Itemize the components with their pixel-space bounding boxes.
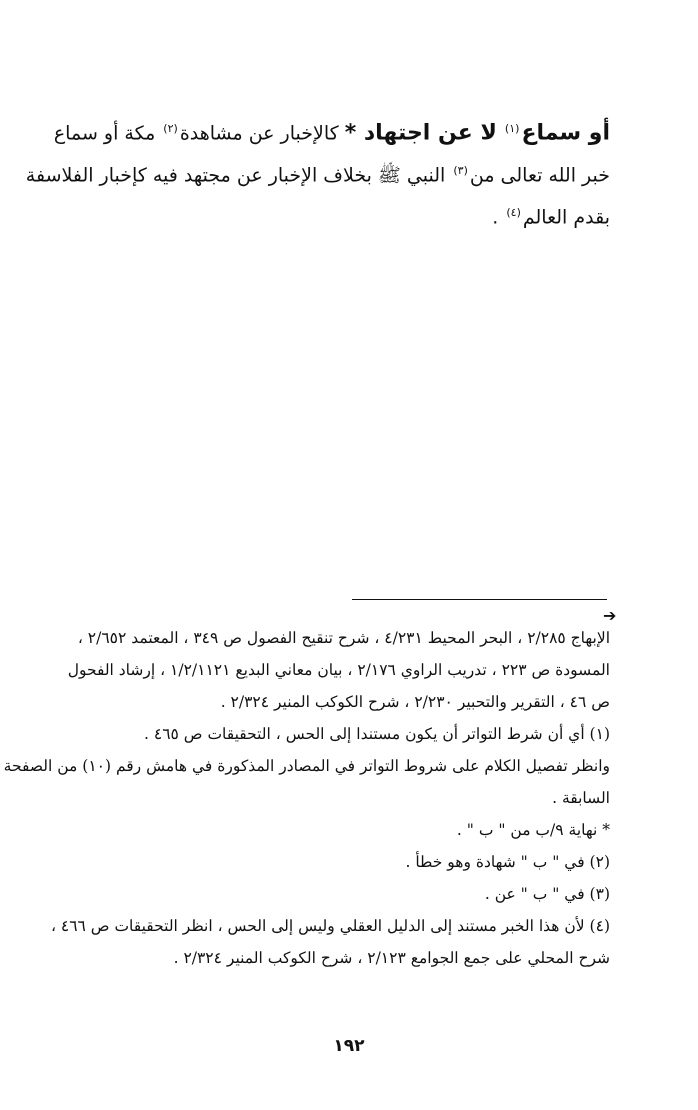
footnote-line: * نهاية ٩/ب من " ب " . — [456, 821, 610, 839]
footnotes — [3, 622, 610, 974]
continuation-arrow-icon: ➔ — [603, 606, 617, 625]
main-line-2 — [25, 150, 610, 192]
footnote-line: وانظر تفصيل الكلام على شروط التواتر في المصادر المذكورة في هامش رقم (١٠) من الصفحة — [3, 757, 610, 775]
bold-phrase-or-hearing: أو سماع — [521, 120, 610, 146]
main-text-segment: النبي ﷺ بخلاف الإخبار عن مجتهد فيه كإخبار الفلاسفة — [25, 164, 446, 187]
footnote-line: (٣) في " ب " عن . — [484, 885, 610, 903]
page-number: ١٩٢ — [333, 1036, 365, 1056]
main-text-segment: بقدم العالم — [522, 206, 610, 229]
footnote-line: (٢) في " ب " شهادة وهو خطأ . — [405, 853, 610, 871]
main-text-segment: . — [492, 206, 499, 229]
footnote-ref-2: (٢) — [163, 122, 178, 135]
footnote-line: شرح المحلي على جمع الجوامع ٢/١٢٣ ، شرح الكوكب المنير ٢/٣٢٤ . — [173, 949, 610, 967]
main-line-3 — [38, 192, 610, 234]
bold-phrase-not-ijtihad: لا عن اجتهاد * — [344, 120, 497, 146]
footnote-ref-3: (٣) — [453, 164, 468, 177]
footnote-line: السابقة . — [552, 789, 610, 807]
main-text — [25, 108, 610, 234]
footnote-line: المسودة ص ٢٢٣ ، تدريب الراوي ٢/١٧٦ ، بيان معاني البديع ١/٢/١١٢١ ، إرشاد الفحول — [67, 661, 610, 679]
main-text-segment: خبر الله تعالى من — [469, 164, 610, 187]
footnote-line: ص ٤٦ ، التقرير والتحبير ٢/٢٣٠ ، شرح الكوكب المنير ٢/٣٢٤ . — [220, 693, 610, 711]
main-text-segment: مكة أو سماع — [53, 122, 156, 145]
footnote-ref-4: (٤) — [506, 206, 521, 219]
main-line-1 — [38, 108, 610, 150]
main-text-segment: كالإخبار عن مشاهدة — [179, 122, 339, 145]
footnote-line: الإبهاج ٢/٢٨٥ ، البحر المحيط ٤/٢٣١ ، شرح تنقيح الفصول ص ٣٤٩ ، المعتمد ٢/٦٥٢ ، — [77, 629, 610, 647]
footnote-line: (٤) لأن هذا الخبر مستند إلى الدليل العقلي وليس إلى الحس ، انظر التحقيقات ص ٤٦٦ ، — [50, 917, 610, 935]
footnote-line: (١) أي أن شرط التواتر أن يكون مستندا إلى الحس ، التحقيقات ص ٤٦٥ . — [144, 725, 610, 743]
footnote-ref-1: (١) — [504, 122, 520, 135]
footnote-separator-rule — [352, 599, 607, 600]
